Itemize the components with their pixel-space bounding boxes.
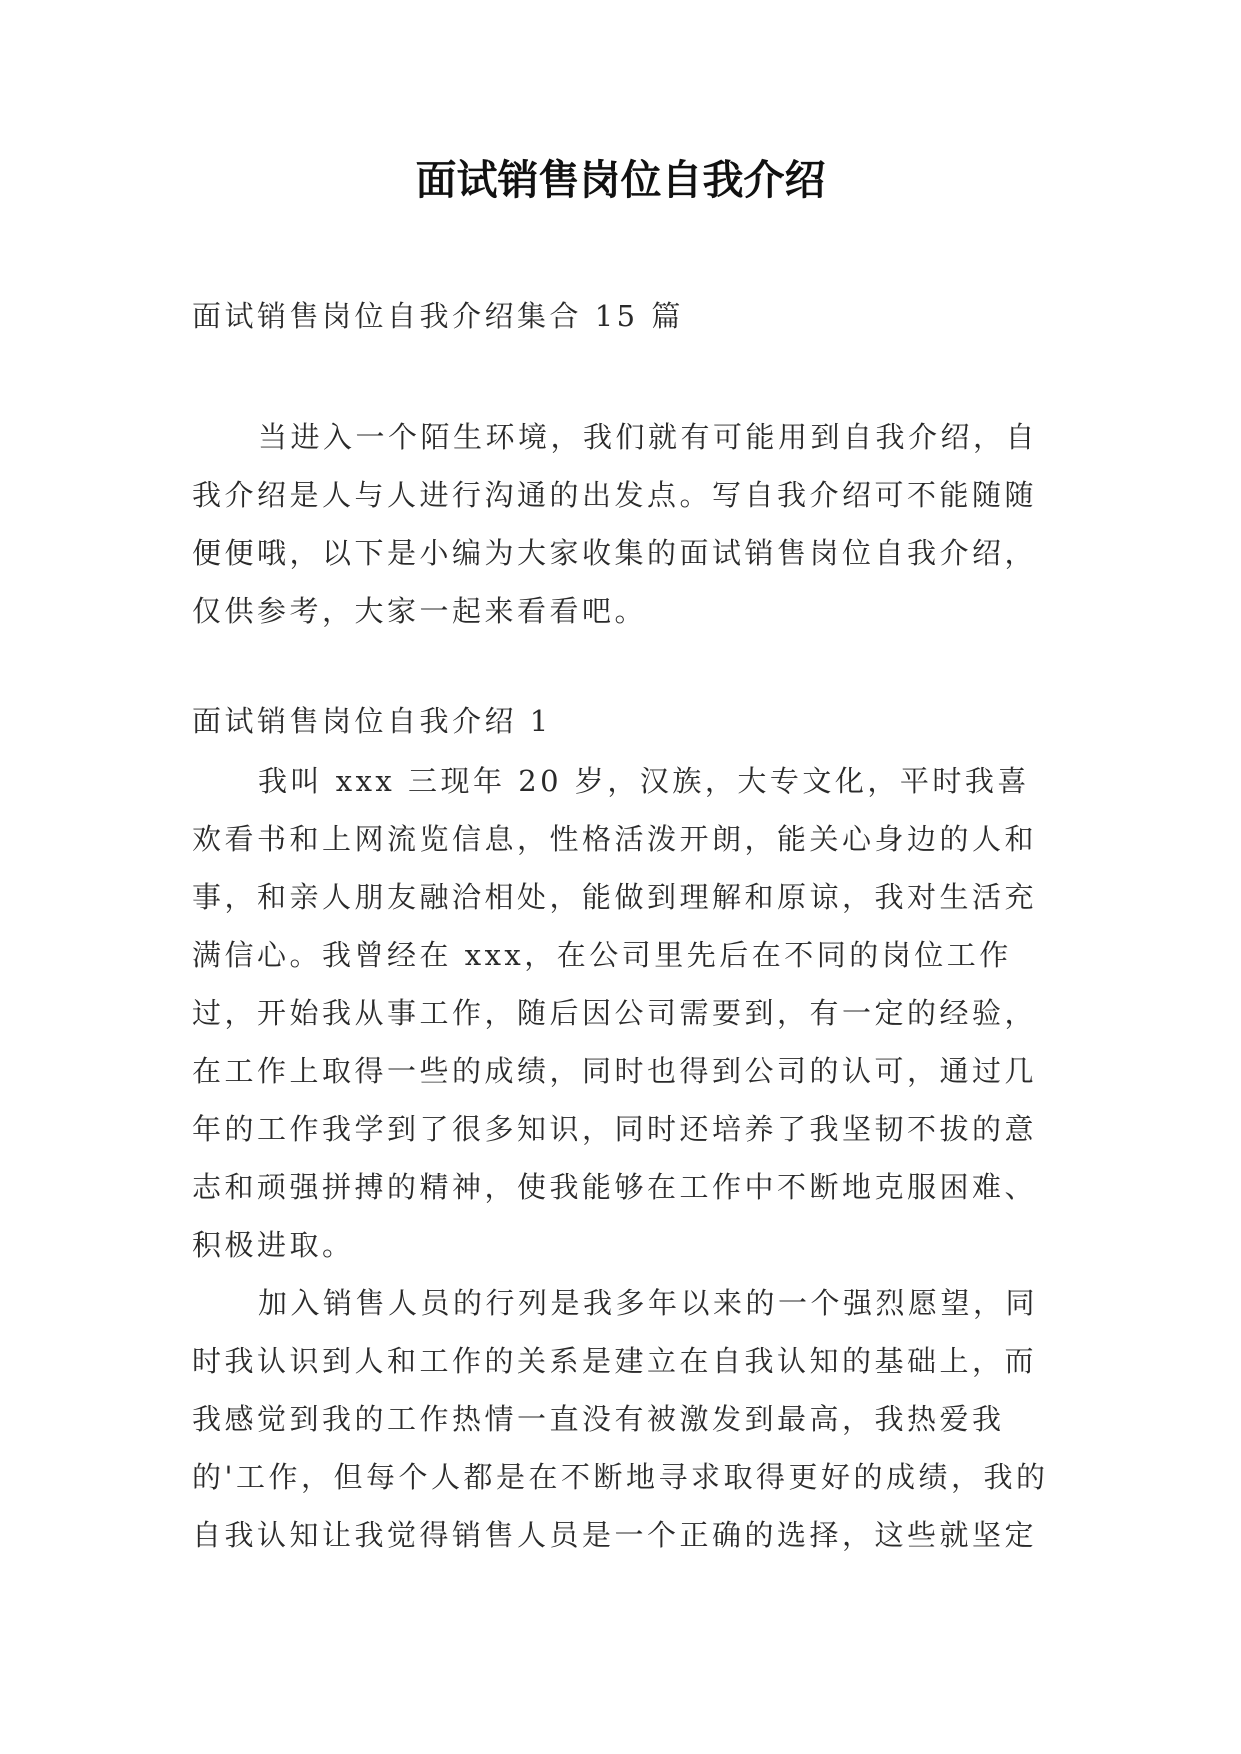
section-heading: 面试销售岗位自我介绍 1 — [192, 704, 552, 738]
page-title: 面试销售岗位自我介绍 — [415, 156, 826, 204]
body-paragraph: 我叫 xxx 三现年 20 岁，汉族，大专文化，平时我喜欢看书和上网流览信息，性格活泼开朗，能关心身边的人和事，和亲人朋友融洽相处，能做到理解和原谅，我对生活充满信心。我曾经在 xxx，在公司里先后在不同的岗位工作过，开始我从事工作，随后因公司需要到，有一定的经验，在工作上取得一些的成绩，同时也得到公司的认可，通过几年的工作我学到了很多知识，同时还培养了我坚韧不拔的意志和顽强拼搏的精神，使我能够在工作中不断地克服困难、积极进取。 — [192, 764, 1038, 1262]
intro-paragraph: 当进入一个陌生环境，我们就有可能用到自我介绍，自我介绍是人与人进行沟通的出发点。写自我介绍可不能随随便便哦，以下是小编为大家收集的面试销售岗位自我介绍，仅供参考，大家一起来看看吧。 — [192, 420, 1039, 628]
document-subtitle: 面试销售岗位自我介绍集合 15 篇 — [192, 299, 684, 333]
body-paragraph: 加入销售人员的行列是我多年以来的一个强烈愿望，同时我认识到人和工作的关系是建立在自我认知的基础上，而我感觉到我的工作热情一直没有被激发到最高，我热爱我的'工作，但每个人都是在不断地寻求取得更好的成绩，我的自我认知让我觉得销售人员是一个正确的选择，这些就坚定 — [192, 1286, 1049, 1552]
